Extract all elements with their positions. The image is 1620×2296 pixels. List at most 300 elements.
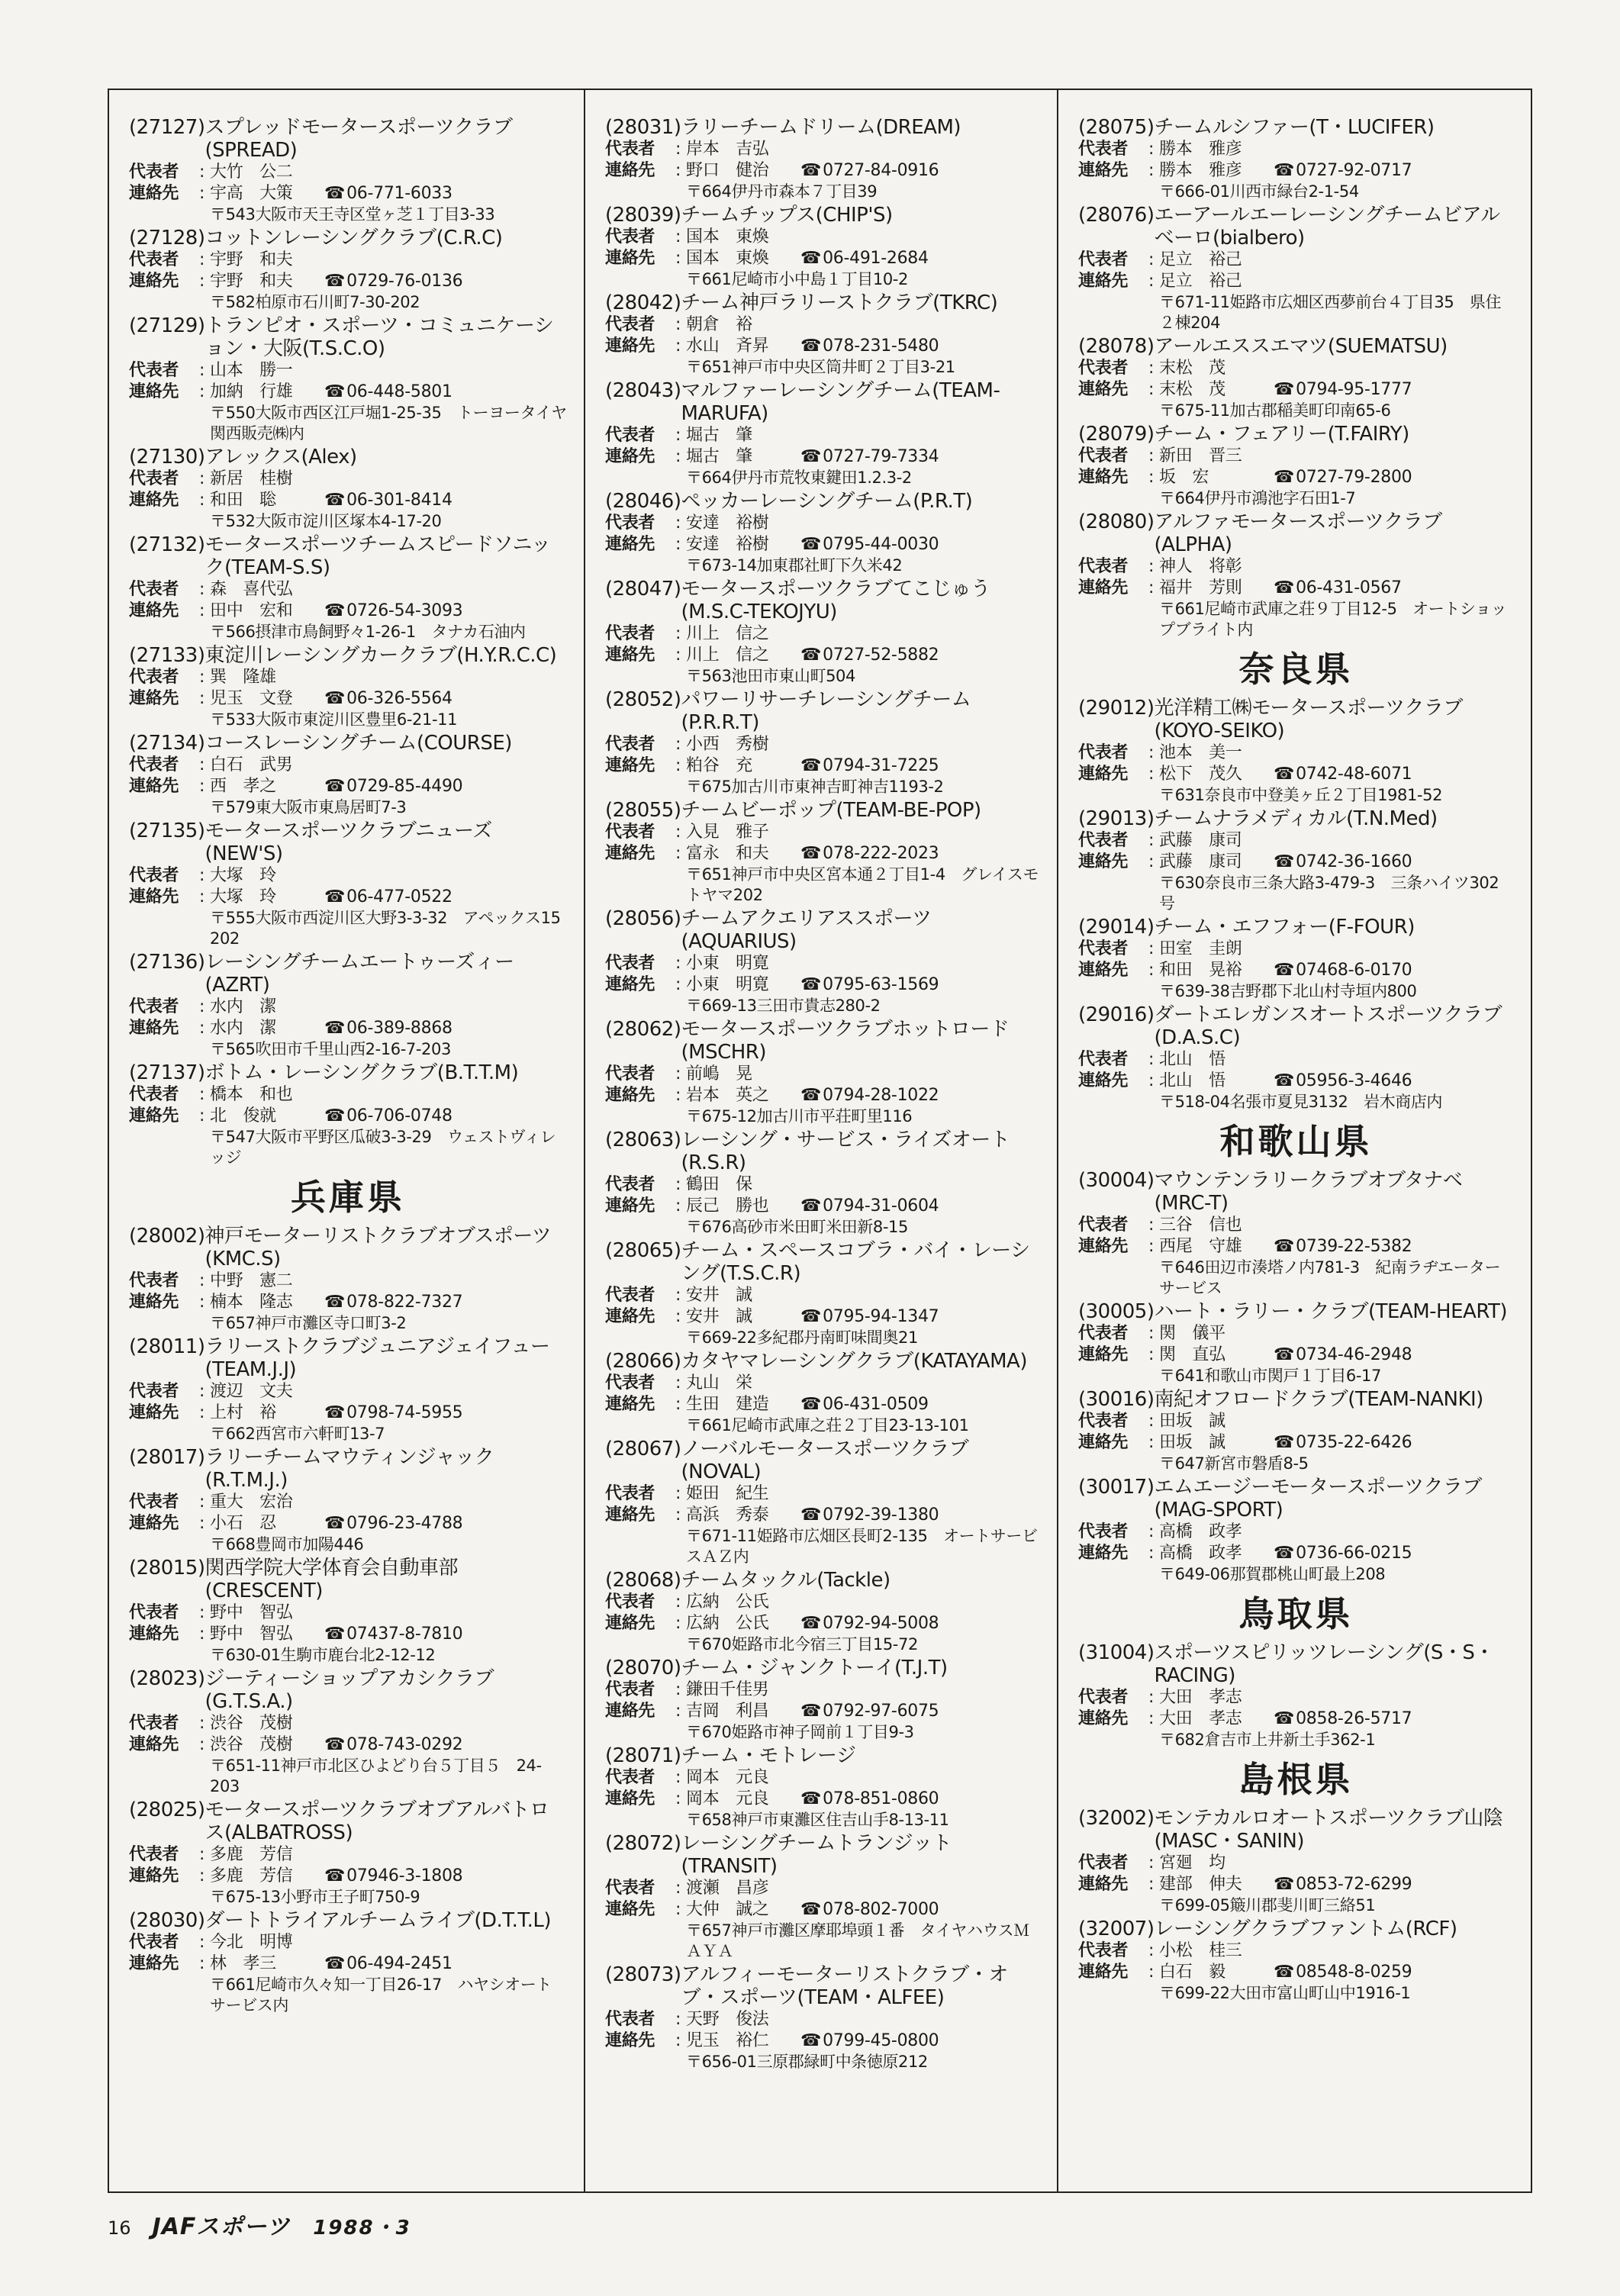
contact-label: 連絡先 <box>605 1789 655 1808</box>
representative-label: 代表者 <box>1078 743 1129 762</box>
colon: : <box>199 163 205 182</box>
club-name-line <box>1078 204 1514 250</box>
club-name-line <box>1078 1388 1514 1411</box>
club-name: チームタックル(Tackle) <box>681 1569 891 1592</box>
contact-name: 野口 健治 <box>686 161 769 180</box>
colon: : <box>1148 468 1155 487</box>
club-name: チームアクエリアススポーツ(AQUARIUS) <box>681 907 932 953</box>
representative-label: 代表者 <box>605 624 655 643</box>
phone-icon: ☎ <box>1274 1709 1295 1728</box>
phone-icon: ☎ <box>324 1403 346 1422</box>
phone-number: 0727-79-2800 <box>1296 468 1412 487</box>
contact-name: 野中 智弘 <box>210 1625 293 1644</box>
representative-name: 田坂 誠 <box>1159 1412 1225 1431</box>
club-name: チーム・フェアリー(T.FAIRY) <box>1154 423 1409 446</box>
representative-row <box>605 1679 1040 1701</box>
club-address: 〒651神戸市中央区筒井町２丁目3-21 <box>686 358 955 376</box>
phone-number: 06-389-8868 <box>346 1019 453 1038</box>
representative-name: 橋本 和也 <box>210 1085 293 1104</box>
club-name-line <box>1078 1476 1514 1522</box>
page-footer <box>108 2207 411 2241</box>
colon: : <box>675 1900 681 1919</box>
club-name: ダートエレガンスオートスポーツクラブ(D.A.S.C) <box>1154 1003 1502 1049</box>
representative-name: 大竹 公二 <box>210 163 293 182</box>
contact-label: 連絡先 <box>1078 1709 1129 1728</box>
directory-column-1 <box>109 90 584 2191</box>
representative-name: 大田 孝志 <box>1159 1688 1242 1707</box>
representative-name: 末松 茂 <box>1159 359 1225 378</box>
club-name: レーシング・サービス・ライズオート(R.S.R) <box>681 1129 1010 1174</box>
phone-icon: ☎ <box>324 272 346 291</box>
contact-label: 連絡先 <box>1078 961 1129 980</box>
club-code: (28070) <box>605 1657 681 1679</box>
representative-label: 代表者 <box>129 1603 179 1622</box>
colon: : <box>675 1196 681 1216</box>
representative-name: 鎌田千佳男 <box>686 1680 769 1699</box>
contact-row <box>605 534 1040 555</box>
club-code: (28046) <box>605 490 681 513</box>
colon: : <box>675 1768 681 1787</box>
phone-number: 0799-45-0800 <box>823 2031 939 2050</box>
representative-label: 代表者 <box>605 1286 655 1305</box>
colon: : <box>1148 250 1155 269</box>
phone-number: 06-494-2451 <box>346 1954 453 1973</box>
phone-number: 0739-22-5382 <box>1296 1237 1412 1256</box>
club-entry <box>1078 204 1514 333</box>
contact-row <box>605 1394 1040 1415</box>
club-name: ノーバルモータースポーツクラブ(NOVAL) <box>681 1438 969 1483</box>
representative-name: 宇野 和夫 <box>210 250 293 269</box>
phone-number: 06-491-2684 <box>823 249 929 268</box>
colon: : <box>1148 140 1155 159</box>
phone-number: 078-822-7327 <box>346 1293 463 1312</box>
club-address: 〒666-01川西市緑台2-1-54 <box>1159 182 1359 201</box>
colon: : <box>199 1735 205 1754</box>
phone-number: 0794-31-7225 <box>823 756 939 775</box>
club-entry <box>1078 1003 1514 1113</box>
colon: : <box>675 1373 681 1393</box>
club-name: モンテカルロオートスポーツクラブ山陰(MASC・SANIN) <box>1154 1807 1503 1853</box>
contact-label: 連絡先 <box>605 1395 655 1414</box>
issue-date: 1988・3 <box>313 2217 411 2240</box>
club-entry <box>129 1667 567 1797</box>
contact-label: 連絡先 <box>1078 380 1129 399</box>
representative-name: 鶴田 保 <box>686 1175 752 1194</box>
phone-icon: ☎ <box>324 382 346 401</box>
colon: : <box>199 755 205 774</box>
representative-label: 代表者 <box>1078 1522 1129 1541</box>
club-address: 〒641和歌山市関戸１丁目6-17 <box>1159 1367 1381 1385</box>
club-name-line <box>605 1018 1040 1064</box>
contact-name: 多鹿 芳信 <box>210 1866 293 1885</box>
representative-row <box>129 1932 567 1953</box>
representative-row <box>1078 250 1514 271</box>
club-address: 〒669-22多紀郡丹南町味間奥21 <box>686 1328 918 1347</box>
club-address: 〒699-22大田市富山町山中1916-1 <box>1159 1984 1411 2002</box>
contact-row <box>1078 764 1514 785</box>
phone-number: 06-431-0567 <box>1296 578 1402 597</box>
colon: : <box>675 514 681 533</box>
club-address: 〒565吹田市千里山西2-16-7-203 <box>210 1040 451 1058</box>
contact-name: 田中 宏和 <box>210 601 293 620</box>
contact-row <box>129 1866 567 1887</box>
representative-row <box>129 997 567 1018</box>
prefecture-heading: 兵庫県 <box>291 1177 405 1218</box>
representative-name: 勝本 雅彦 <box>1159 140 1242 159</box>
club-name: スプレッドモータースポーツクラブ(SPREAD) <box>205 116 513 162</box>
representative-name: 大塚 玲 <box>210 866 276 885</box>
club-entry <box>605 379 1040 488</box>
contact-row <box>605 1505 1040 1526</box>
club-entry <box>129 732 567 818</box>
colon: : <box>199 1019 205 1038</box>
representative-label: 代表者 <box>1078 831 1129 850</box>
club-name-line <box>129 732 567 755</box>
phone-icon: ☎ <box>324 1735 346 1754</box>
club-address: 〒699-05簸川郡斐川町三絡51 <box>1159 1896 1376 1914</box>
contact-row <box>1078 160 1514 182</box>
club-name: チーム・スペースコブラ・バイ・レーシング(T.S.C.R) <box>681 1239 1030 1285</box>
phone-icon: ☎ <box>1274 468 1295 487</box>
representative-row <box>129 469 567 490</box>
colon: : <box>675 1484 681 1503</box>
contact-name: 坂 宏 <box>1159 468 1209 487</box>
club-entry <box>1078 1641 1514 1750</box>
contact-row <box>1078 1236 1514 1257</box>
representative-label: 代表者 <box>129 866 179 885</box>
contact-row <box>1078 1962 1514 1983</box>
phone-icon: ☎ <box>1274 1071 1295 1090</box>
club-entry <box>1078 1476 1514 1585</box>
phone-number: 0727-92-0717 <box>1296 161 1412 180</box>
representative-label: 代表者 <box>605 1064 655 1084</box>
club-address: 〒661尼崎市武庫之荘２丁目23-13-101 <box>686 1416 969 1435</box>
phone-number: 0727-79-7334 <box>823 447 939 466</box>
representative-row <box>1078 1411 1514 1432</box>
directory-column-2 <box>584 90 1057 2191</box>
colon: : <box>199 887 205 906</box>
club-entry <box>1078 807 1514 914</box>
phone-icon: ☎ <box>1274 1345 1295 1364</box>
phone-number: 05956-3-4646 <box>1296 1071 1412 1090</box>
club-address: 〒630-01生駒市鹿台北2-12-12 <box>210 1646 436 1664</box>
club-address: 〒675-13小野市王子町750-9 <box>210 1888 420 1906</box>
colon: : <box>199 1845 205 1864</box>
contact-row <box>1078 1543 1514 1564</box>
contact-name: 児玉 裕仁 <box>686 2031 769 2050</box>
club-name-line <box>605 379 1040 425</box>
colon: : <box>675 844 681 863</box>
phone-icon: ☎ <box>800 161 822 180</box>
contact-name: 広納 公氏 <box>686 1614 769 1633</box>
contact-label: 連絡先 <box>605 1505 655 1525</box>
club-name-line <box>1078 916 1514 939</box>
club-code: (32007) <box>1078 1918 1155 1940</box>
club-code: (28071) <box>605 1744 681 1767</box>
club-address: 〒662西宮市六軒町13-7 <box>210 1425 385 1443</box>
club-name: モータースポーツクラブオブアルバトロス(ALBATROSS) <box>205 1798 549 1844</box>
club-name: 光洋精工㈱モータースポーツクラブ(KOYO-SEIKO) <box>1154 697 1463 742</box>
contact-row <box>605 2030 1040 2052</box>
representative-name: 北山 悟 <box>1159 1050 1225 1069</box>
club-address: 〒550大阪市西区江戸堀1-25-35 トーヨータイヤ関西販売㈱内 <box>210 404 567 443</box>
club-name-line <box>605 799 1040 822</box>
phone-icon: ☎ <box>324 184 346 203</box>
contact-label: 連絡先 <box>1078 468 1129 487</box>
contact-name: 白石 毅 <box>1159 1963 1225 1982</box>
club-address: 〒664伊丹市鴻池字石田1-7 <box>1159 489 1356 507</box>
club-code: (28080) <box>1078 510 1155 533</box>
representative-label: 代表者 <box>605 954 655 973</box>
club-entry <box>129 1798 567 1908</box>
colon: : <box>199 184 205 203</box>
contact-row <box>605 1196 1040 1217</box>
phone-icon: ☎ <box>1274 380 1295 399</box>
club-name-line <box>129 644 567 667</box>
club-code: (29013) <box>1078 807 1155 830</box>
colon: : <box>1148 1216 1155 1235</box>
contact-label: 連絡先 <box>605 337 655 356</box>
phone-number: 0734-46-2948 <box>1296 1345 1412 1364</box>
phone-number: 0727-84-0916 <box>823 161 939 180</box>
representative-label: 代表者 <box>129 1845 179 1864</box>
contact-label: 連絡先 <box>129 1514 179 1533</box>
colon: : <box>1148 1345 1155 1364</box>
club-code: (28002) <box>129 1225 205 1248</box>
club-code: (28066) <box>605 1350 681 1373</box>
representative-label: 代表者 <box>605 1680 655 1699</box>
colon: : <box>675 1175 681 1194</box>
club-entry <box>1078 116 1514 202</box>
contact-row <box>605 1085 1040 1106</box>
club-name: モータースポーツチームスピードソニック(TEAM-S.S) <box>205 533 551 579</box>
contact-label: 連絡先 <box>605 1307 655 1326</box>
club-name: チームチップス(CHIP'S) <box>681 204 893 227</box>
club-code: (27129) <box>129 314 205 337</box>
contact-name: 岡本 元良 <box>686 1789 769 1808</box>
colon: : <box>675 756 681 775</box>
phone-icon: ☎ <box>324 1954 346 1973</box>
representative-row <box>1078 556 1514 578</box>
colon: : <box>199 1625 205 1644</box>
club-entry <box>129 116 567 225</box>
club-entry <box>605 1129 1040 1238</box>
colon: : <box>1148 939 1155 958</box>
club-code: (29016) <box>1078 1003 1155 1026</box>
phone-number: 07946-3-1808 <box>346 1866 463 1885</box>
contact-label: 連絡先 <box>605 2031 655 2050</box>
phone-number: 078-851-0860 <box>823 1789 939 1808</box>
club-name-line <box>129 446 567 469</box>
club-address: 〒664伊丹市荒牧東鍵田1.2.3-2 <box>686 469 912 487</box>
representative-label: 代表者 <box>1078 1216 1129 1235</box>
club-name-line <box>129 227 567 250</box>
directory-column-3 <box>1057 90 1531 2191</box>
colon: : <box>199 580 205 599</box>
colon: : <box>675 1680 681 1699</box>
club-address: 〒532大阪市淀川区塚本4-17-20 <box>210 512 442 530</box>
contact-name: 児玉 文登 <box>210 689 293 708</box>
contact-label: 連絡先 <box>605 161 655 180</box>
club-entry <box>129 951 567 1060</box>
colon: : <box>199 272 205 291</box>
contact-label: 連絡先 <box>605 1196 655 1216</box>
contact-label: 連絡先 <box>1078 578 1129 597</box>
club-name-line <box>605 291 1040 314</box>
contact-row <box>129 1402 567 1424</box>
club-entry <box>605 1438 1040 1567</box>
phone-icon: ☎ <box>1274 1237 1295 1256</box>
colon: : <box>199 1954 205 1973</box>
representative-name: 森 喜代弘 <box>210 580 293 599</box>
representative-name: 武藤 康司 <box>1159 831 1242 850</box>
contact-row <box>129 776 567 797</box>
contact-row <box>605 1701 1040 1722</box>
club-entry <box>1078 1169 1514 1299</box>
representative-label: 代表者 <box>605 315 655 334</box>
club-name-line <box>605 688 1040 734</box>
club-code: (28043) <box>605 379 681 402</box>
contact-label: 連絡先 <box>129 1735 179 1754</box>
representative-name: 堀古 肇 <box>686 426 752 445</box>
colon: : <box>675 249 681 268</box>
club-code: (28076) <box>1078 204 1155 227</box>
representative-label: 代表者 <box>129 250 179 269</box>
contact-name: 末松 茂 <box>1159 380 1225 399</box>
club-name: ペッカーレーシングチーム(P.R.T) <box>681 490 973 513</box>
club-address: 〒630奈良市三条大路3-479-3 三条ハイツ302号 <box>1159 874 1499 913</box>
contact-row <box>129 1106 567 1127</box>
representative-row <box>129 1381 567 1402</box>
colon: : <box>1148 743 1155 762</box>
club-code: (28078) <box>1078 335 1155 358</box>
club-name-line <box>1078 697 1514 742</box>
contact-row <box>605 446 1040 468</box>
colon: : <box>1148 1963 1155 1982</box>
club-entry <box>605 578 1040 687</box>
phone-icon: ☎ <box>800 646 822 665</box>
contact-name: 上村 裕 <box>210 1403 276 1422</box>
representative-name: 入見 雅子 <box>686 823 769 842</box>
phone-number: 0792-39-1380 <box>823 1505 939 1525</box>
colon: : <box>1148 961 1155 980</box>
contact-name: 大塚 玲 <box>210 887 276 906</box>
representative-label: 代表者 <box>129 755 179 774</box>
phone-number: 0858-26-5717 <box>1296 1709 1412 1728</box>
phone-icon: ☎ <box>800 756 822 775</box>
contact-name: 大田 孝志 <box>1159 1709 1242 1728</box>
club-name-line <box>129 533 567 579</box>
contact-name: 足立 裕己 <box>1159 272 1242 291</box>
representative-name: 重大 宏治 <box>210 1493 293 1512</box>
phone-icon: ☎ <box>800 1505 822 1525</box>
club-name: ラリーチームマウティンジャック(R.T.M.J.) <box>205 1446 494 1492</box>
phone-number: 06-326-5564 <box>346 689 453 708</box>
colon: : <box>1148 1875 1155 1894</box>
representative-name: 中野 憲二 <box>210 1271 293 1290</box>
contact-label: 連絡先 <box>129 887 179 906</box>
contact-label: 連絡先 <box>605 447 655 466</box>
club-name-line <box>129 1335 567 1381</box>
phone-icon: ☎ <box>1274 852 1295 871</box>
club-address: 〒646田辺市湊塔ノ内781-3 紀南ラヂエーターサービス <box>1159 1258 1501 1297</box>
club-name-line <box>1078 335 1514 358</box>
club-name: ラリーストクラブジュニアジェイフュー(TEAM.J.J) <box>205 1335 550 1381</box>
club-name: レーシングチームエートゥーズィー(AZRT) <box>205 951 514 997</box>
club-name-line <box>129 820 567 865</box>
directory-frame <box>108 89 1532 2193</box>
representative-label: 代表者 <box>129 1382 179 1401</box>
phone-icon: ☎ <box>1274 161 1295 180</box>
contact-name: 建部 伸夫 <box>1159 1875 1242 1894</box>
representative-row <box>129 667 567 688</box>
prefecture-heading: 和歌山県 <box>1219 1121 1373 1162</box>
representative-label: 代表者 <box>605 1373 655 1393</box>
representative-row <box>129 1713 567 1734</box>
contact-label: 連絡先 <box>1078 1544 1129 1563</box>
phone-icon: ☎ <box>800 249 822 268</box>
representative-label: 代表者 <box>1078 1941 1129 1960</box>
club-address: 〒671-11姫路市広畑区西夢前台４丁目35 県住２棟204 <box>1159 293 1502 332</box>
representative-name: 山本 勝一 <box>210 361 293 380</box>
colon: : <box>1148 1071 1155 1090</box>
club-entry <box>605 116 1040 202</box>
representative-label: 代表者 <box>1078 140 1129 159</box>
contact-name: 小石 忍 <box>210 1514 276 1533</box>
club-entry <box>1078 335 1514 421</box>
contact-label: 連絡先 <box>129 184 179 203</box>
club-code: (27133) <box>129 644 205 667</box>
representative-name: 今北 明博 <box>210 1933 293 1952</box>
representative-label: 代表者 <box>129 1714 179 1733</box>
club-code: (30005) <box>1078 1300 1155 1323</box>
phone-icon: ☎ <box>1274 1963 1295 1982</box>
club-name: 東淀川レーシングカークラブ(H.Y.R.C.C) <box>205 644 557 667</box>
representative-row <box>1078 1522 1514 1543</box>
colon: : <box>1148 1522 1155 1541</box>
contact-row <box>1078 578 1514 599</box>
contact-label: 連絡先 <box>129 491 179 510</box>
colon: : <box>199 689 205 708</box>
colon: : <box>675 1286 681 1305</box>
club-name: ボトム・レーシングクラブ(B.T.T.M) <box>205 1061 519 1084</box>
representative-label: 代表者 <box>605 426 655 445</box>
colon: : <box>1148 380 1155 399</box>
club-entry <box>129 1557 567 1666</box>
club-code: (28065) <box>605 1239 681 1262</box>
phone-icon: ☎ <box>800 2031 822 2050</box>
contact-row <box>129 1292 567 1313</box>
phone-number: 0735-22-6426 <box>1296 1433 1412 1452</box>
representative-row <box>1078 358 1514 379</box>
club-address: 〒647新宮市磐盾8-5 <box>1159 1454 1309 1473</box>
phone-number: 06-477-0522 <box>346 887 453 906</box>
club-code: (28072) <box>605 1832 681 1855</box>
colon: : <box>1148 765 1155 784</box>
representative-row <box>1078 1049 1514 1071</box>
club-code: (28011) <box>129 1335 205 1358</box>
representative-row <box>605 1878 1040 1899</box>
representative-label: 代表者 <box>605 514 655 533</box>
club-entry <box>129 227 567 313</box>
club-name-line <box>129 1667 567 1713</box>
representative-row <box>129 1270 567 1292</box>
contact-label: 連絡先 <box>129 1625 179 1644</box>
representative-name: 前嶋 晃 <box>686 1064 752 1084</box>
club-code: (28039) <box>605 204 681 227</box>
colon: : <box>199 382 205 401</box>
representative-row <box>129 162 567 183</box>
